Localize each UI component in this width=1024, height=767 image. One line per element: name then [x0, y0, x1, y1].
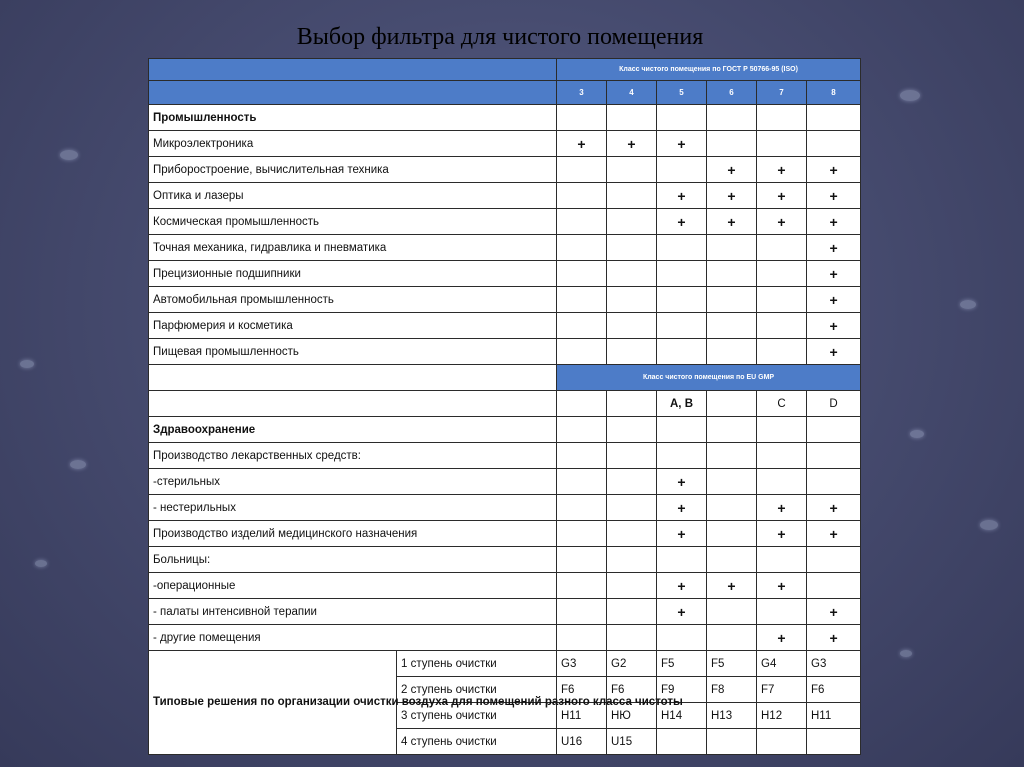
row-label: Производство лекарственных средств:: [149, 443, 557, 469]
plus-mark: [557, 443, 607, 469]
background-dot: [980, 520, 998, 530]
empty-cell: [757, 105, 807, 131]
plus-mark: +: [707, 573, 757, 599]
empty-cell: [807, 105, 861, 131]
plus-mark: +: [807, 287, 861, 313]
background-dot: [910, 430, 924, 438]
stage-label: 2 ступень очистки: [397, 677, 557, 703]
plus-mark: [607, 157, 657, 183]
plus-mark: [557, 339, 607, 365]
empty-cell: [757, 417, 807, 443]
iso-class-number: 7: [757, 81, 807, 105]
plus-mark: [557, 183, 607, 209]
plus-mark: [757, 469, 807, 495]
industry-row: [149, 313, 861, 339]
plus-mark: [807, 443, 861, 469]
plus-mark: +: [757, 209, 807, 235]
plus-mark: [607, 235, 657, 261]
empty-cell: [707, 417, 757, 443]
plus-mark: +: [807, 625, 861, 651]
stage-label: 3 ступень очистки: [397, 703, 557, 729]
plus-mark: [607, 443, 657, 469]
plus-mark: +: [757, 521, 807, 547]
plus-mark: +: [807, 235, 861, 261]
filter-class: [707, 729, 757, 755]
industry-row: [149, 157, 861, 183]
iso-class-number: 8: [807, 81, 861, 105]
plus-mark: [557, 157, 607, 183]
row-label: Парфюмерия и косметика: [149, 313, 557, 339]
filter-class: H11: [557, 703, 607, 729]
filter-class: G4: [757, 651, 807, 677]
filter-class: [757, 729, 807, 755]
filter-class: F9: [657, 677, 707, 703]
row-label: Точная механика, гидравлика и пневматика: [149, 235, 557, 261]
row-label: Больницы:: [149, 547, 557, 573]
plus-mark: [557, 495, 607, 521]
plus-mark: +: [707, 209, 757, 235]
plus-mark: [707, 495, 757, 521]
empty-cell: [149, 365, 557, 391]
filter-class: H11: [807, 703, 861, 729]
industry-row: [149, 339, 861, 365]
plus-mark: +: [657, 599, 707, 625]
plus-mark: +: [757, 625, 807, 651]
filter-class: H13: [707, 703, 757, 729]
background-dot: [70, 460, 86, 469]
plus-mark: [807, 131, 861, 157]
plus-mark: [657, 287, 707, 313]
filter-class: G3: [557, 651, 607, 677]
row-label: - нестерильных: [149, 495, 557, 521]
iso-class-number: 5: [657, 81, 707, 105]
plus-mark: [657, 443, 707, 469]
industry-row: [149, 209, 861, 235]
plus-mark: [557, 313, 607, 339]
plus-mark: [607, 209, 657, 235]
background-dot: [20, 360, 34, 368]
plus-mark: [607, 287, 657, 313]
plus-mark: +: [757, 495, 807, 521]
row-label: Приборостроение, вычислительная техника: [149, 157, 557, 183]
plus-mark: [757, 443, 807, 469]
plus-mark: [707, 599, 757, 625]
plus-mark: +: [807, 209, 861, 235]
empty-cell: [807, 417, 861, 443]
plus-mark: [757, 287, 807, 313]
iso-class-number: 4: [607, 81, 657, 105]
plus-mark: [807, 469, 861, 495]
plus-mark: [757, 261, 807, 287]
plus-mark: [607, 313, 657, 339]
plus-mark: [607, 495, 657, 521]
plus-mark: [657, 313, 707, 339]
plus-mark: [557, 599, 607, 625]
plus-mark: +: [757, 157, 807, 183]
plus-mark: +: [807, 339, 861, 365]
plus-mark: [607, 183, 657, 209]
plus-mark: +: [807, 599, 861, 625]
gmp-class-value: [707, 391, 757, 417]
plus-mark: [557, 235, 607, 261]
filter-class: H14: [657, 703, 707, 729]
health-row: [149, 469, 861, 495]
empty-cell: [557, 417, 607, 443]
empty-cell: [657, 417, 707, 443]
plus-mark: [757, 599, 807, 625]
plus-mark: [657, 625, 707, 651]
gmp-class-value: [557, 391, 607, 417]
row-label: Космическая промышленность: [149, 209, 557, 235]
filter-class: F7: [757, 677, 807, 703]
row-label: - палаты интенсивной терапии: [149, 599, 557, 625]
filter-class: F6: [557, 677, 607, 703]
plus-mark: +: [657, 469, 707, 495]
iso-class-caption: Класс чистого помещения по ГОСТ Р 50766-95 (ISO): [557, 59, 861, 81]
plus-mark: [557, 521, 607, 547]
plus-mark: +: [807, 183, 861, 209]
filter-class: НЮ: [607, 703, 657, 729]
plus-mark: [707, 131, 757, 157]
plus-mark: [657, 339, 707, 365]
plus-mark: [607, 339, 657, 365]
background-dot: [60, 150, 78, 160]
row-label: Оптика и лазеры: [149, 183, 557, 209]
gmp-class-value: A, B: [657, 391, 707, 417]
health-row: [149, 547, 861, 573]
filter-class: H12: [757, 703, 807, 729]
plus-mark: [707, 235, 757, 261]
health-row: [149, 625, 861, 651]
plus-mark: [707, 287, 757, 313]
plus-mark: [807, 573, 861, 599]
plus-mark: [607, 625, 657, 651]
row-label: Автомобильная промышленность: [149, 287, 557, 313]
iso-class-number: 6: [707, 81, 757, 105]
plus-mark: [707, 313, 757, 339]
filter-class: F6: [607, 677, 657, 703]
industry-row: [149, 131, 861, 157]
gmp-class-caption: Класс чистого помещения по EU GMP: [557, 365, 861, 391]
background-dot: [960, 300, 976, 309]
typical-solutions-label: Типовые решения по организации очистки воздуха для помещений разного класса чистоты: [149, 651, 397, 755]
health-row: [149, 599, 861, 625]
section-row: [149, 105, 861, 131]
header-caption-row: [149, 59, 861, 81]
health-row: [149, 495, 861, 521]
industry-row: [149, 183, 861, 209]
plus-mark: +: [757, 573, 807, 599]
plus-mark: [557, 209, 607, 235]
row-label: Прецизионные подшипники: [149, 261, 557, 287]
plus-mark: [607, 521, 657, 547]
section-row: [149, 417, 861, 443]
row-label: -операционные: [149, 573, 557, 599]
plus-mark: +: [807, 495, 861, 521]
plus-mark: [707, 469, 757, 495]
row-label: Производство изделий медицинского назначения: [149, 521, 557, 547]
filter-class: [807, 729, 861, 755]
plus-mark: [657, 157, 707, 183]
plus-mark: [657, 261, 707, 287]
header-blank-cell: [149, 59, 557, 81]
background-dot: [900, 650, 912, 657]
plus-mark: [707, 521, 757, 547]
stage-label: 1 ступень очистки: [397, 651, 557, 677]
row-label: - другие помещения: [149, 625, 557, 651]
empty-cell: [657, 105, 707, 131]
filter-class: [657, 729, 707, 755]
plus-mark: [557, 547, 607, 573]
plus-mark: [757, 339, 807, 365]
plus-mark: [707, 261, 757, 287]
plus-mark: +: [657, 573, 707, 599]
filter-class: U15: [607, 729, 657, 755]
stage-label: 4 ступень очистки: [397, 729, 557, 755]
plus-mark: [757, 313, 807, 339]
plus-mark: +: [607, 131, 657, 157]
filter-class: F5: [657, 651, 707, 677]
gmp-caption-row: [149, 365, 861, 391]
plus-mark: +: [807, 261, 861, 287]
section-title-health: Здравоохранение: [149, 417, 557, 443]
plus-mark: [757, 235, 807, 261]
slide-title: Выбор фильтра для чистого помещения: [296, 24, 704, 50]
plus-mark: +: [707, 157, 757, 183]
plus-mark: [707, 339, 757, 365]
plus-mark: [607, 261, 657, 287]
plus-mark: +: [807, 157, 861, 183]
empty-cell: [607, 417, 657, 443]
filter-class: F5: [707, 651, 757, 677]
cleanroom-filter-table: [148, 58, 861, 755]
gmp-classes-row: [149, 391, 861, 417]
health-row: [149, 573, 861, 599]
plus-mark: +: [657, 183, 707, 209]
plus-mark: [607, 469, 657, 495]
plus-mark: [707, 625, 757, 651]
plus-mark: [607, 573, 657, 599]
plus-mark: [557, 469, 607, 495]
plus-mark: +: [657, 521, 707, 547]
health-row: [149, 443, 861, 469]
background-dot: [35, 560, 47, 567]
plus-mark: [807, 547, 861, 573]
industry-row: [149, 287, 861, 313]
gmp-class-value: C: [757, 391, 807, 417]
plus-mark: [757, 131, 807, 157]
plus-mark: [707, 443, 757, 469]
header-classes-row: [149, 81, 861, 105]
plus-mark: +: [807, 313, 861, 339]
filter-class: U16: [557, 729, 607, 755]
filter-stage-row: [149, 651, 861, 677]
section-title-industry: Промышленность: [149, 105, 557, 131]
filter-class: G2: [607, 651, 657, 677]
row-label: -стерильных: [149, 469, 557, 495]
filter-class: G3: [807, 651, 861, 677]
plus-mark: +: [557, 131, 607, 157]
plus-mark: [557, 261, 607, 287]
row-label: Микроэлектроника: [149, 131, 557, 157]
iso-class-number: 3: [557, 81, 607, 105]
plus-mark: [607, 599, 657, 625]
background-dot: [900, 90, 920, 101]
plus-mark: [557, 573, 607, 599]
row-label: Пищевая промышленность: [149, 339, 557, 365]
empty-cell: [557, 105, 607, 131]
industry-row: [149, 235, 861, 261]
industry-row: [149, 261, 861, 287]
plus-mark: +: [657, 495, 707, 521]
gmp-class-value: D: [807, 391, 861, 417]
plus-mark: [657, 547, 707, 573]
plus-mark: [557, 287, 607, 313]
empty-cell: [149, 391, 557, 417]
plus-mark: [757, 547, 807, 573]
plus-mark: [607, 547, 657, 573]
plus-mark: +: [707, 183, 757, 209]
plus-mark: +: [807, 521, 861, 547]
header-blank-cell: [149, 81, 557, 105]
plus-mark: +: [657, 131, 707, 157]
plus-mark: +: [757, 183, 807, 209]
health-row: [149, 521, 861, 547]
filter-class: F6: [807, 677, 861, 703]
plus-mark: [707, 547, 757, 573]
filter-class: F8: [707, 677, 757, 703]
plus-mark: [657, 235, 707, 261]
gmp-class-value: [607, 391, 657, 417]
plus-mark: +: [657, 209, 707, 235]
empty-cell: [707, 105, 757, 131]
plus-mark: [557, 625, 607, 651]
empty-cell: [607, 105, 657, 131]
